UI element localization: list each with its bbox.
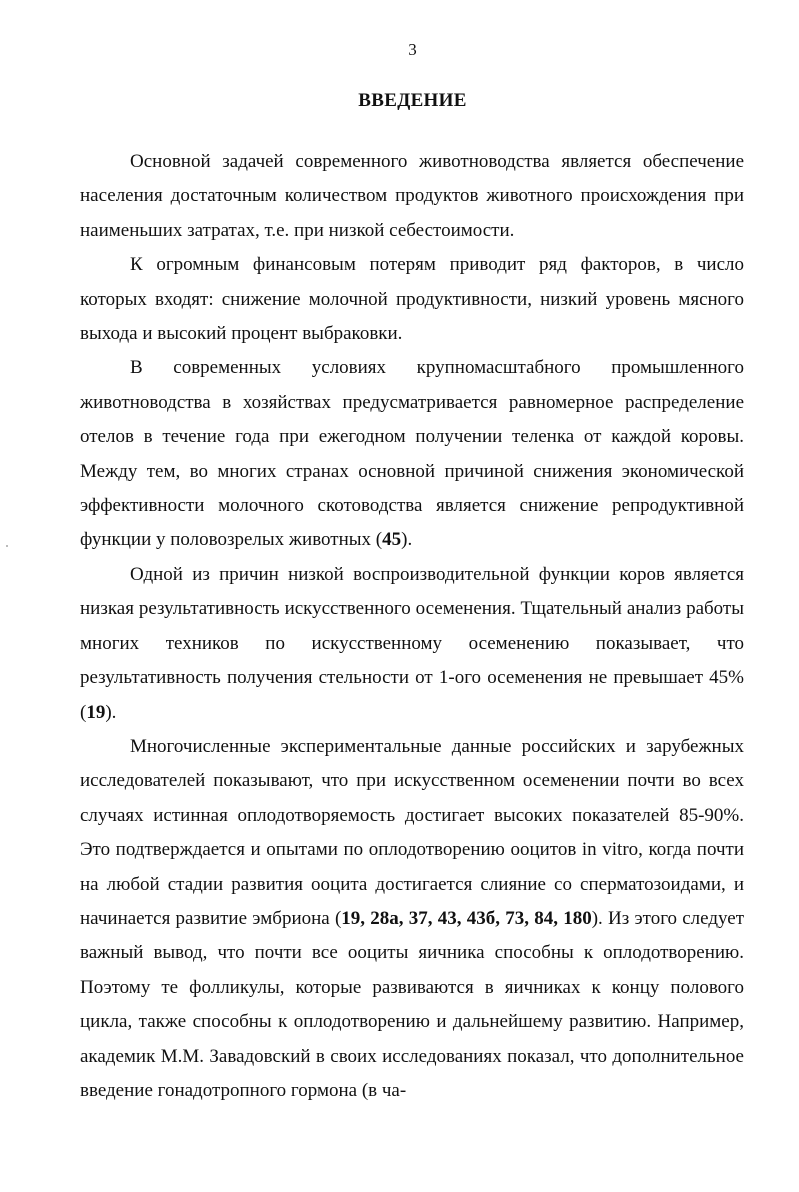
paragraph-text: К огромным финансовым потерям приводит ряд факторов, в число которых входят: снижение молочной продуктивности, низкий уровень мясного выхода и высокий процент выбраковки. [80, 254, 744, 345]
paragraph-text: ). [401, 529, 413, 551]
paragraph-2 [80, 248, 744, 351]
paragraph-text: ). [105, 701, 117, 723]
scan-speck [6, 545, 8, 547]
paragraph-5 [80, 730, 744, 1108]
paragraph-1 [80, 145, 744, 248]
paragraph-4 [80, 558, 744, 730]
paragraph-text: В современных условиях крупномасштабного промышленного животноводства в хозяйствах предусматривается равномерное распределение отелов в течение года при ежегодном получении теленка от каждой коровы. Между тем, во многих странах основной причиной снижения экономической эффективности молочного скотоводства является снижение репродуктивной функции у половозрелых животных ( [80, 357, 744, 551]
citation-reference: 45 [382, 529, 402, 551]
paragraph-text: ). Из этого следует важный вывод, что почти все ооциты яичника способны к оплодотворению. Поэтому те фолликулы, которые развиваются в яичниках к концу полового цикла, также способны к оплодотворению и дальнейшему развитию. Например, академик М.М. Завадовский в своих исследованиях показал, что дополнительное введение гонадотропного гормона (в ча- [80, 907, 744, 1101]
paragraph-text: Многочисленные экспериментальные данные российских и зарубежных исследователей показывают, что при искусственном осеменении почти во всех случаях истинная оплодотворяемость достигает высоких показателей 85-90%. Это подтверждается и опытами по оплодотворению ооцитов in vitro, когда почти на любой стадии развития ооцита достигается слияние со сперматозоидами, и начинается развитие эмбриона ( [80, 735, 744, 929]
citation-references: 19, 28а, 37, 43, 43б, 73, 84, 180 [341, 907, 592, 929]
page-number: 3 [408, 40, 417, 59]
paragraph-text: Основной задачей современного животноводства является обеспечение населения достаточным количеством продуктов животного происхождения при наименьших затратах, т.е. при низкой себестоимости. [80, 151, 744, 241]
body-text [80, 145, 744, 1108]
paragraph-text: Одной из причин низкой воспроизводительной функции коров является низкая результативность искусственного осеменения. Тщательный анализ работы многих техников по искусственному осеменению показывает, что результативность получения стельности от 1-ого осеменения не превышает 45% ( [80, 563, 744, 723]
section-heading: ВВЕДЕНИЕ [358, 90, 467, 111]
paragraph-3 [80, 351, 744, 557]
citation-reference: 19 [86, 701, 106, 723]
